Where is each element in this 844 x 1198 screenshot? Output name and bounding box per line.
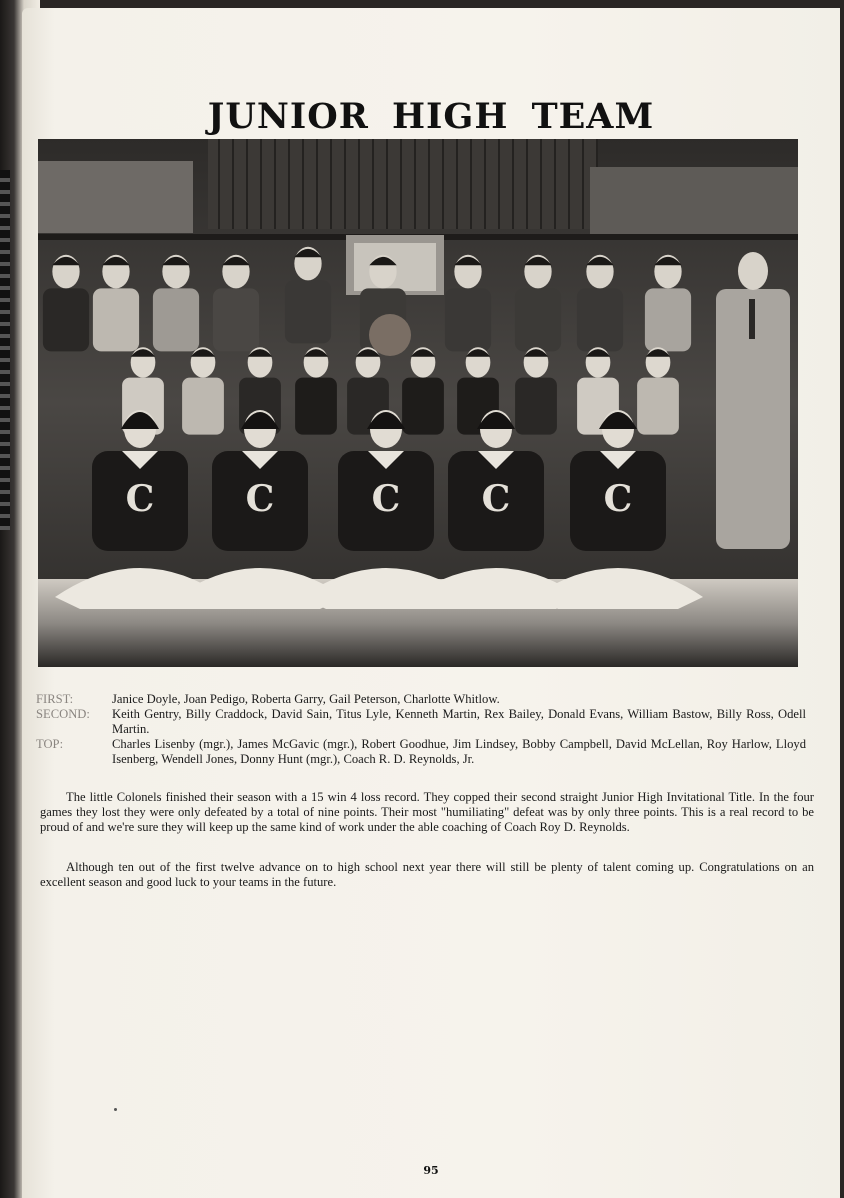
roster: [36, 692, 806, 767]
jersey-letter: C: [603, 478, 633, 520]
jersey-letter: C: [481, 478, 511, 520]
coach-figure: [716, 252, 790, 549]
row-label: TOP:: [36, 737, 64, 751]
roster-row-first: [36, 692, 806, 707]
row-label: SECOND:: [36, 707, 90, 721]
team-photo-image: [38, 139, 798, 667]
row-names: Janice Doyle, Joan Pedigo, Roberta Garry, Gail Peterson, Charlotte Whitlow.: [112, 692, 500, 706]
jersey-letter: C: [125, 478, 155, 520]
binding-edge: [0, 170, 10, 530]
row-names: Charles Lisenby (mgr.), James McGavic (mgr.), Robert Goodhue, Jim Lindsey, Bobby Campbell, David McLellan, Roy Harlow, Lloyd Isenberg, Wendell Jones, Donny Hunt (mgr.), Coach R. D. Reynolds, Jr.: [112, 737, 806, 766]
row-names: Keith Gentry, Billy Craddock, David Sain, Titus Lyle, Kenneth Martin, Rex Bailey, Donald Evans, William Bastow, Billy Ross, Odell Martin.: [112, 707, 806, 736]
basketball-icon: [369, 314, 411, 356]
yearbook-page: [22, 8, 840, 1198]
roster-row-top: [36, 737, 806, 767]
team-photograph: [38, 139, 798, 667]
roster-row-second: [36, 707, 806, 737]
page-number: 95: [423, 1164, 439, 1177]
jersey-letter: C: [371, 478, 401, 520]
paragraph-text: Although ten out of the first twelve advance on to high school next year there will still be plenty of talent coming up. Congratulations on an excellent season and good luck to your teams in the future.: [40, 860, 814, 890]
paper-speck: [114, 1108, 117, 1111]
row-label: FIRST:: [36, 692, 74, 706]
jersey-letter: C: [245, 478, 275, 520]
page-title: JUNIOR HIGH TEAM: [207, 96, 655, 137]
paragraph-text: The little Colonels finished their season with a 15 win 4 loss record. They copped their second straight Junior High Invitational Title. In the four games they lost they were only defeated by a total of nine points. Their most "humiliating" defeat was by only three points. This is a real record to be proud of and we're sure they will keep up the same kind of work under the able coaching of Coach Roy D. Reynolds.: [40, 790, 814, 835]
closing-paragraph: [40, 860, 814, 890]
season-summary-paragraph: [40, 790, 814, 836]
